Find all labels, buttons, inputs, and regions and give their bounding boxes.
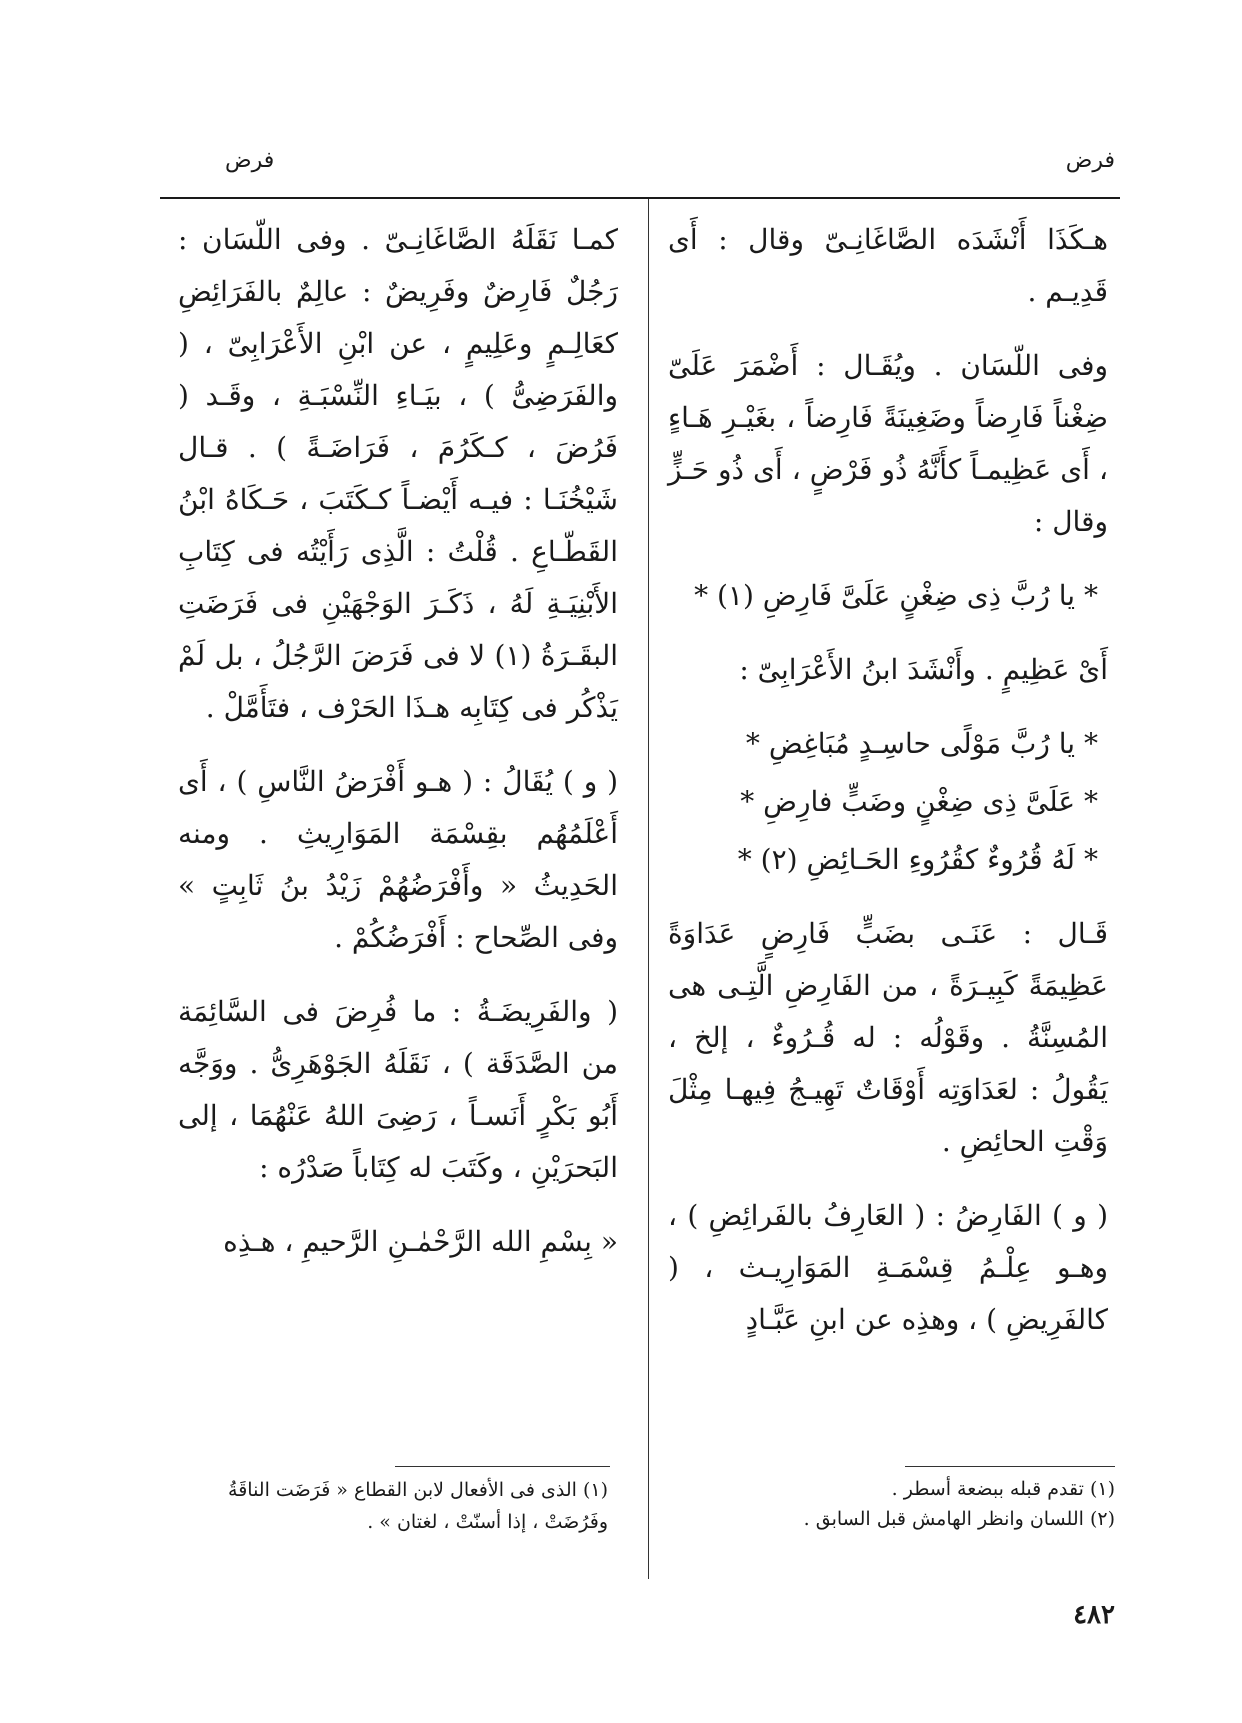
- right-verse-4: * لَهُ قُرُوءٌ كقُرُوءِ الحَـائِضِ (٢) *: [737, 843, 1098, 876]
- left-paragraph-1: كمـا نَقَلَهُ الصَّاغَانِـىّ . وفى اللّسَان : رَجُلٌ فَارِضٌ وفَرِيضٌ : عالِمٌ بالفَرَائِضِ كعَالِـمٍ وعَلِيمٍ ، عن ابْنِ الأَعْرَابِىّ ، ( والفَرَضِىُّ ) ، بيَـاءِ النِّسْبَـةِ ، وقَـد ( فَرُضَ ، كـكَرُمَ ، فَرَاضَـةً ) . قـال شَيْخُنَـا : فيـه أَيْضـاً كـكَتَبَ ، حَـكَاهُ ابْنُ القَطّـاعِ . قُلْتُ : الَّذِى رَأَيْتُه فى كِتَابِ الأَبْنِيَـةِ لَهُ ، ذَكَـرَ الوَجْهَيْنِ فى فَرَضَتِ البقَـرَةُ (١) لا فى فَرَضَ الرَّجُلُ ، بل لَمْ يَذْكُر فى كِتَابِه هـذَا الحَرْف ، فتَأَمَّلْ .: [178, 223, 618, 724]
- right-paragraph-3: أَىْ عَظِيمٍ . وأَنْشَدَ ابنُ الأَعْرَابِىّ :: [739, 653, 1108, 686]
- footnotes-right: [770, 1474, 1115, 1534]
- right-paragraph-1: هـكَذَا أَنْشَدَه الصَّاغَانِـىّ وقال : أَى قَدِيـم .: [668, 223, 1108, 308]
- left-paragraph-2: ( و ) يُقَالُ : ( هـو أَفْرَضُ النَّاسِ ) ، أَى أَعْلَمُهُم بقِسْمَة المَوَارِيثِ . ومنه الحَدِيثُ « وأَفْرَضُهُمْ زَيْدُ بنُ ثَابِتٍ » وفى الصِّحاح : أَفْرَضُكُمْ .: [178, 765, 618, 954]
- header-right-word: فرض: [1065, 148, 1115, 173]
- right-paragraph-4: قَـال : عَنَـى بضَبٍّ فَارِضٍ عَدَاوَةً عَظِيمَةً كَبِيـرَةً ، من الفَارِضِ الَّتِـى هى المُسِنَّةُ . وقَوْلُه : له قُـرُوءٌ ، إلخ ، يَقُولُ : لعَدَاوَتِه أَوْقَاتٌ تَهِيـجُ فِيهـا مِثْلَ وَقْتِ الحائِضِ .: [668, 917, 1108, 1158]
- footnote-right-1: (١) تقدم قبله ببضعة أسطر .: [891, 1478, 1115, 1500]
- header-left-word: فرض: [225, 148, 275, 173]
- footnote-left-1: (١) الذى فى الأفعال لابن القطاع « فَرَضَت الناقَةُ وفَرُضَتْ ، إذا أسنّتْ ، لغتان » .: [228, 1479, 608, 1533]
- right-verse-2: * يا رُبَّ مَوْلًى حاسِـدٍ مُبَاغِضِ *: [745, 727, 1098, 760]
- header-rule: [160, 197, 1120, 199]
- right-column: [668, 214, 1108, 1368]
- footnotes-left: [178, 1474, 608, 1538]
- right-paragraph-2: وفى اللّسَان . ويُقَـال : أَضْمَرَ عَلَىّ ضِغْناً فَارِضاً وضَغِينَةً فَارِضاً ، بغَيْـرِ هَـاءٍ ، أَى عَظِيمـاً كأَنَّهُ ذُو فَرْضٍ ، أَى ذُو حَـزٍّ وقال :: [668, 349, 1108, 538]
- left-paragraph-4: « بِسْمِ الله الرَّحْمٰـنِ الرَّحيمِ ، هـذِه: [223, 1225, 618, 1258]
- footnote-rule-right: [905, 1466, 1115, 1467]
- left-column: [178, 214, 618, 1290]
- page-number: ٤٨٢: [1073, 1600, 1115, 1630]
- right-paragraph-5: ( و ) الفَارِضُ : ( العَارِفُ بالفَرائِضِ ) ، وهـو عِلْـمُ قِسْمَـةِ المَوَارِيـث ، ( كالفَرِيضِ ) ، وهذِه عن ابنِ عَبَّـادٍ: [668, 1199, 1108, 1336]
- right-verse-3: * عَلَىَّ ذِى ضِغْنٍ وضَبٍّ فارِضِ *: [740, 785, 1098, 818]
- left-paragraph-3: ( والفَرِيضَـةُ : ما فُرِضَ فى السَّائِمَة من الصَّدَقَة ) ، نَقَلَهُ الجَوْهَرِىُّ . ووَجَّه أَبُو بَكْرٍ أَنَسـاً ، رَضِىَ اللهُ عَنْهُمَا ، إلى البَحرَيْنِ ، وكَتَبَ له كِتَاباً صَدْرُه :: [178, 995, 618, 1184]
- right-verse-1: * يا رُبَّ ذِى ضِغْنٍ عَلَىَّ فَارِضِ (١) *: [694, 579, 1098, 612]
- footnote-right-2: (٢) اللسان وانظر الهامش قبل السابق .: [803, 1508, 1115, 1530]
- footnote-rule-left: [395, 1466, 610, 1467]
- column-divider: [648, 199, 649, 1579]
